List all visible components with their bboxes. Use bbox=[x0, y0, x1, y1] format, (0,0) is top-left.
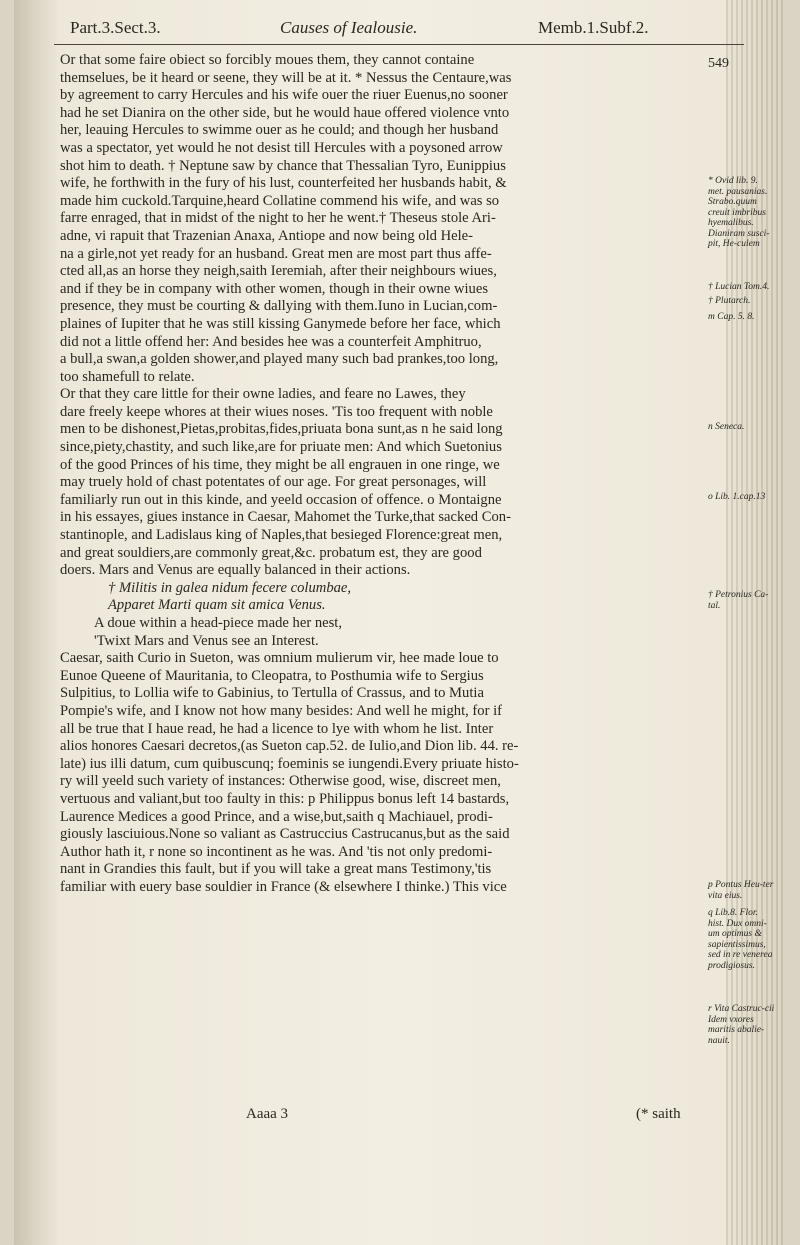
text-line: Sulpitius, to Lollia wife to Gabinius, to Tertulla of Crassus, and to Mutia bbox=[60, 685, 484, 702]
margin-note-plutarch: † Plutarch. bbox=[708, 296, 751, 306]
text-line: shot him to death. † Neptune saw by chance that Thessalian Tyro, Eunippius bbox=[60, 157, 506, 174]
text-line: dare freely keepe whores at their wiues noses. 'Tis too frequent with noble bbox=[60, 403, 493, 420]
text-line: na a girle,not yet ready for an husband. Great men are most part thus affe- bbox=[60, 245, 492, 262]
text-line: Pompie's wife, and I know not how many besides: And well he might, for if bbox=[60, 702, 503, 719]
text-line: doers. Mars and Venus are equally balanced in their actions. bbox=[60, 562, 411, 579]
text-line: in his essayes, giues instance in Caesar, Mahomet the Turke,that sacked Con- bbox=[60, 509, 511, 526]
text-line: too shamefull to relate. bbox=[60, 368, 195, 385]
margin-note-seneca: n Seneca. bbox=[708, 422, 745, 432]
text-line: cted all,as an horse they neigh,saith Ieremiah, after their neighbours wiues, bbox=[60, 263, 497, 280]
text-line: wife, he forthwith in the fury of his lust, counterfeited her husbands habit, & bbox=[60, 175, 507, 192]
text-line: all be true that I haue read, he had a licence to lye with whom he list. Inter bbox=[60, 720, 494, 737]
header-part: Part.3.Sect.3. bbox=[70, 18, 161, 37]
margin-note-petronius: † Petronius Ca-tal. bbox=[708, 590, 769, 611]
text-line: late) ius illi datum, cum quibuscunq; foeminis se iungendi.Every priuate histo- bbox=[60, 755, 519, 772]
text-line: Caesar, saith Curio in Sueton, was omnium mulierum vir, hee made loue to bbox=[60, 650, 499, 667]
verse-line: † Militis in galea nidum fecere columbae, bbox=[108, 579, 352, 596]
text-line: alios honores Caesari decretos,(as Sueton cap.52. de Iulio,and Dion lib. 44. re- bbox=[60, 738, 519, 755]
page-number: 549 bbox=[708, 56, 729, 71]
main-text bbox=[60, 52, 682, 897]
margin-note-jeremiah: m Cap. 5. 8. bbox=[708, 312, 755, 322]
verse-translation-line: 'Twixt Mars and Venus see an Interest. bbox=[94, 632, 319, 649]
text-line: familiarly run out in this kinde, and yeeld occasion of offence. o Montaigne bbox=[60, 491, 502, 508]
text-line: nant in Grandies this fault, but if you will take a great mans Testimony,'tis bbox=[60, 861, 492, 878]
book-page bbox=[14, 0, 786, 1245]
text-line: her, leauing Hercules to swimme ouer as he could; and though her husband bbox=[60, 122, 499, 139]
text-line: by agreement to carry Hercules and his wife ouer the riuer Euenus,no sooner bbox=[60, 87, 508, 104]
text-line: ry will yeeld such variety of instances: Otherwise good, wise, discreet men, bbox=[60, 773, 501, 790]
text-line: Or that some faire obiect so forcibly moues them, they cannot containe bbox=[60, 52, 475, 68]
text-line: farre enraged, that in midst of the night to her he went.† Theseus stole Ari- bbox=[60, 210, 496, 227]
text-line: plaines of Iupiter that he was still kissing Ganymede before her face, which bbox=[60, 315, 501, 332]
text-line: and if they be in company with other women, though in their owne wiues bbox=[60, 280, 488, 297]
margin-note-lucian: † Lucian Tom.4. bbox=[708, 282, 770, 292]
signature-mark: Aaaa 3 bbox=[246, 1106, 289, 1122]
text-line: Eunoe Queene of Mauritania, to Cleopatra, to Posthumia wife to Sergius bbox=[60, 667, 484, 684]
header-title: Causes of Iealousie. bbox=[280, 18, 418, 37]
margin-note-florentine: q Lib.8. Flor. hist. Dux omni-um optimus & sapientissimus, sed in re venerea prodigiosus. bbox=[708, 908, 773, 971]
text-line: themselues, be it heard or seene, they will be at it. * Nessus the Centaure,was bbox=[60, 69, 512, 86]
text-line: familiar with euery base souldier in France (& elsewhere I thinke.) This vice bbox=[60, 878, 507, 895]
margin-note-pontus: p Pontus Heu-ter vita eius. bbox=[708, 880, 774, 901]
text-line: was a spectator, yet would he not desist till Hercules with a poysoned arrow bbox=[60, 139, 503, 156]
text-line: Author hath it, r none so incontinent as he was. And 'tis not only predomi- bbox=[60, 843, 493, 860]
margin-note-ovid: * Ovid lib. 9. met. pausanias. Strabo.quum creuit imbribus hyemalibus. Dianiram susci-pit, He-culem bbox=[708, 176, 770, 249]
running-header bbox=[54, 16, 744, 42]
catchword: (* saith bbox=[636, 1106, 681, 1122]
text-line: did not a little offend her: And besides hee was a counterfeit Amphitruo, bbox=[60, 333, 482, 350]
margin-note-montaigne: o Lib. 1.cap.13 bbox=[708, 492, 766, 502]
text-line: may truely hold of chast potentates of our age. For great personages, will bbox=[60, 474, 487, 491]
text-line: adne, vi rapuit that Trazenian Anaxa, Antiope and now being old Hele- bbox=[60, 227, 473, 244]
text-line: since,piety,chastity, and such like,are for priuate men: And which Suetonius bbox=[60, 439, 502, 456]
text-line: giously lasciuious.None so valiant as Castruccius Castrucanus,but as the said bbox=[60, 826, 510, 843]
text-line: presence, they must be courting & dallying with them.Iuno in Lucian,com- bbox=[60, 298, 498, 315]
text-line: a bull,a swan,a golden shower,and played many such bad prankes,too long, bbox=[60, 351, 499, 368]
text-line: and great souldiers,are commonly great,&c. probatum est, they are good bbox=[60, 544, 482, 561]
text-line: made him cuckold.Tarquine,heard Collatine commend his wife, and was so bbox=[60, 192, 500, 209]
text-line: of the good Princes of his time, they might be all engrauen in one ringe, we bbox=[60, 456, 500, 473]
page-footer bbox=[60, 1106, 682, 1124]
verse-translation-line: A doue within a head-piece made her nest, bbox=[94, 615, 343, 631]
text-line: Laurence Medices a good Prince, and a wise,but,saith q Machiauel, prodi- bbox=[60, 808, 493, 825]
text-line: stantinople, and Ladislaus king of Naples,that besieged Florence:great men, bbox=[60, 527, 503, 544]
text-line: Or that they care little for their owne ladies, and feare no Lawes, they bbox=[60, 386, 466, 403]
verse-line: Apparet Marti quam sit amica Venus. bbox=[108, 597, 326, 614]
header-rule bbox=[54, 44, 744, 45]
text-line: men to be dishonest,Pietas,probitas,fides,priuata bona sunt,as n he said long bbox=[60, 421, 503, 438]
text-line: had he set Dianira on the other side, but he would haue offered violence vnto bbox=[60, 104, 510, 121]
text-line: vertuous and valiant,but too faulty in this: p Philippus bonus left 14 bastards, bbox=[60, 790, 510, 807]
margin-note-castruccius: r Vita Castruc-cii Idem vxores maritis abalie-nauit. bbox=[708, 1004, 775, 1046]
header-member: Memb.1.Subf.2. bbox=[538, 18, 649, 37]
